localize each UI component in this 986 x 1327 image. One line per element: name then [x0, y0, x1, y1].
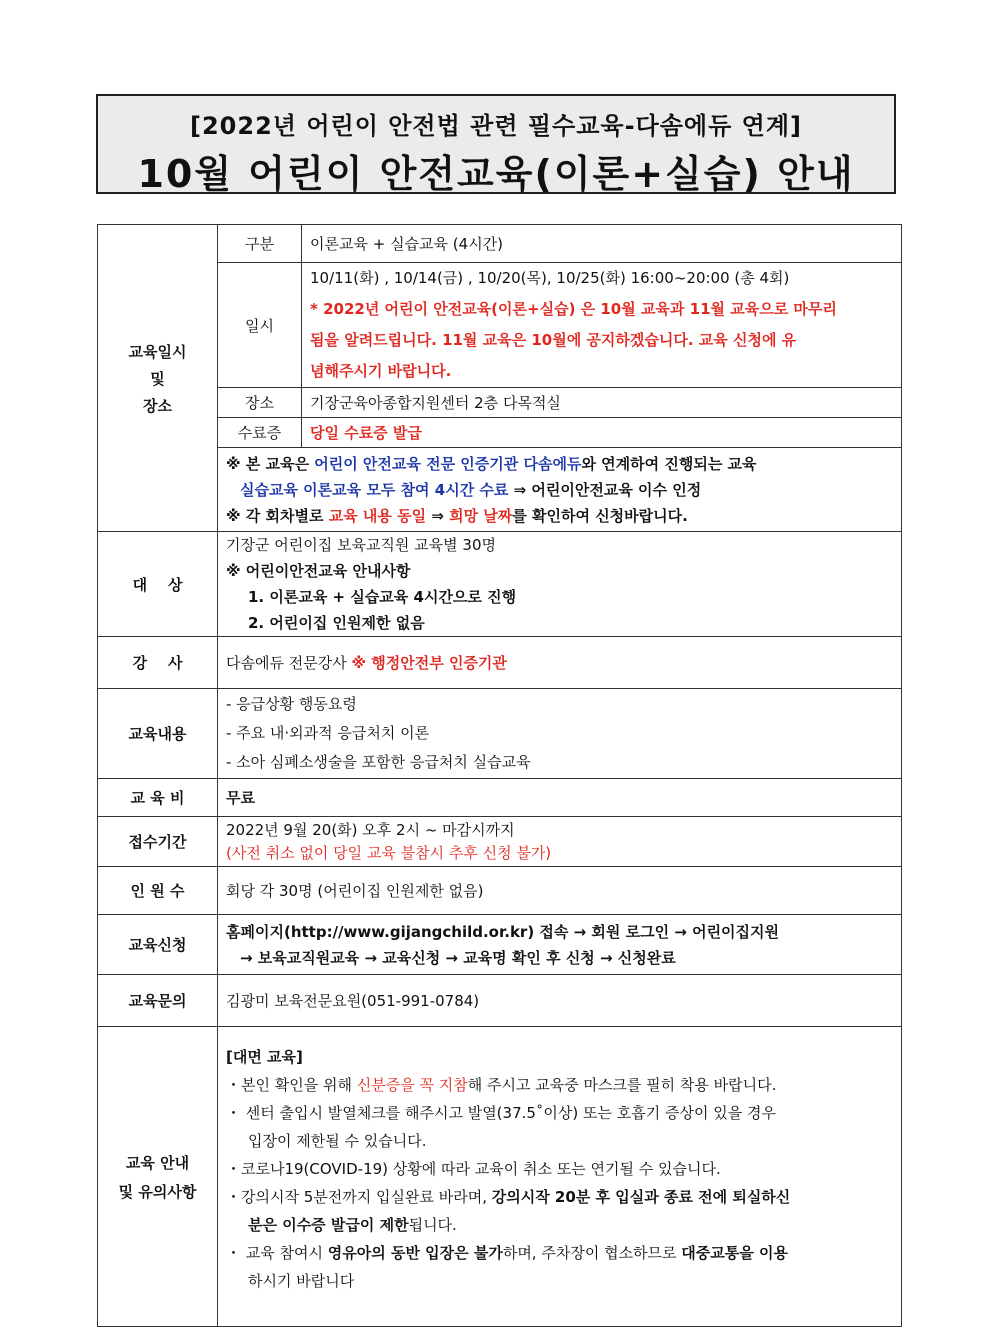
- content-item: - 주요 내·외과적 응급처치 이론: [226, 724, 430, 742]
- header-inquiry: 교육문의: [98, 975, 218, 1027]
- row-instructor: [98, 637, 902, 689]
- row-date: [98, 263, 902, 388]
- value-content: [218, 689, 902, 779]
- header-content: 교육내용: [98, 689, 218, 779]
- value-apply: 홈페이지(http://www.gijangchild.or.kr) 접속 → 회원 로그인 → 어린이집지원 → 보육교직원교육 → 교육신청 → 교육명 확인 후 신청 → 신청완료: [218, 915, 902, 975]
- row-fee: [98, 779, 902, 817]
- label-type: 구분: [218, 225, 302, 263]
- label-cert: 수료증: [218, 418, 302, 448]
- row-apply: [98, 915, 902, 975]
- row-content: [98, 689, 902, 779]
- row-type: [98, 225, 902, 263]
- header-capacity: 인 원 수: [98, 867, 218, 915]
- value-instructor: 다솜에듀 전문강사 ※ 행정안전부 인증기관: [218, 637, 902, 689]
- title-line-1: [2022년 어린이 안전법 관련 필수교육-다솜에듀 연계]: [190, 112, 802, 140]
- title-box: [96, 94, 896, 194]
- notes-section: [대면 교육]: [226, 1048, 303, 1066]
- row-cert: [98, 418, 902, 448]
- content-item: - 응급상황 행동요령: [226, 695, 357, 713]
- content-item: - 소아 심폐소생술을 포함한 응급처치 실습교육: [226, 753, 531, 771]
- row-capacity: [98, 867, 902, 915]
- header-notes: 교육 안내 및 유의사항: [98, 1027, 218, 1327]
- date-notice: * 2022년 어린이 안전교육(이론+실습) 은 10월 교육과 11월 교육으로 마무리: [310, 300, 837, 318]
- info-table: [97, 224, 902, 1327]
- title-line-2: 10월 어린이 안전교육(이론+실습) 안내: [137, 152, 855, 196]
- row-inquiry: [98, 975, 902, 1027]
- header-instructor: 강 사: [98, 637, 218, 689]
- header-fee: 교 육 비: [98, 779, 218, 817]
- value-period: 2022년 9월 20(화) 오후 2시 ~ 마감시까지 (사전 취소 없이 당일 교육 불참시 추후 신청 불가): [218, 817, 902, 867]
- value-capacity: 회당 각 30명 (어린이집 인원제한 없음): [218, 867, 902, 915]
- value-date: 10/11(화) , 10/14(금) , 10/20(목), 10/25(화) 16:00~20:00 (총 4회) * 2022년 어린이 안전교육(이론+실습) 은 10월 교육과 11월 교육으로 마무리 됨을 알려드립니다. 11월 교육은 10월에 공지하겠습니다. 교육 신청에 유 념해주시기 바랍니다.: [302, 263, 902, 388]
- label-place: 장소: [218, 388, 302, 418]
- header-period: 접수기간: [98, 817, 218, 867]
- value-notes: [대면 교육] ・본인 확인을 위해 신분증을 꼭 지참해 주시고 교육중 마스크를 필히 착용 바랍니다. ・ 센터 출입시 발열체크를 해주시고 발열(37.5˚이상) 또는 호흡기 증상이 있을 경우 입장이 제한될 수 있습니다. ・코로나19(COVID-19) 상황에 따라 교육이 취소 또는 연기될 수 있습니다. ・강의시작 5분전까지 입실완료 바라며, 강의시작 20분 후 입실과 종료 전에 퇴실하신 분은 이수증 발급이 제한됩니다. ・ 교육 참여시 영유아의 동반 입장은 불가하며, 주차장이 협소하므로 대중교통을 이용 하시기 바랍니다: [218, 1027, 902, 1327]
- value-type: 이론교육 + 실습교육 (4시간): [302, 225, 902, 263]
- row-place: [98, 388, 902, 418]
- header-schedule: 교육일시 및 장소: [98, 225, 218, 532]
- header-apply: 교육신청: [98, 915, 218, 975]
- value-cert: 당일 수료증 발급: [302, 418, 902, 448]
- value-target: 기장군 어린이집 보육교직원 교육별 30명 ※ 어린이안전교육 안내사항 1. 이론교육 + 실습교육 4시간으로 진행 2. 어린이집 인원제한 없음: [218, 532, 902, 637]
- header-target: 대 상: [98, 532, 218, 637]
- row-period: [98, 817, 902, 867]
- row-target: [98, 532, 902, 637]
- value-fee: 무료: [218, 779, 902, 817]
- value-inquiry: 김광미 보육전문요원(051-991-0784): [218, 975, 902, 1027]
- row-notes-guide: [98, 1027, 902, 1327]
- schedule-notes: ※ 본 교육은 어린이 안전교육 전문 인증기관 다솜에듀와 연계하여 진행되는 교육 실습교육 이론교육 모두 참여 4시간 수료 ⇒ 어린이안전교육 이수 인정 ※ 각 회차별로 교육 내용 동일 ⇒ 희망 날짜를 확인하여 신청바랍니다.: [218, 448, 902, 532]
- value-place: 기장군육아종합지원센터 2층 다목적실: [302, 388, 902, 418]
- row-notes: [98, 448, 902, 532]
- label-date: 일시: [218, 263, 302, 388]
